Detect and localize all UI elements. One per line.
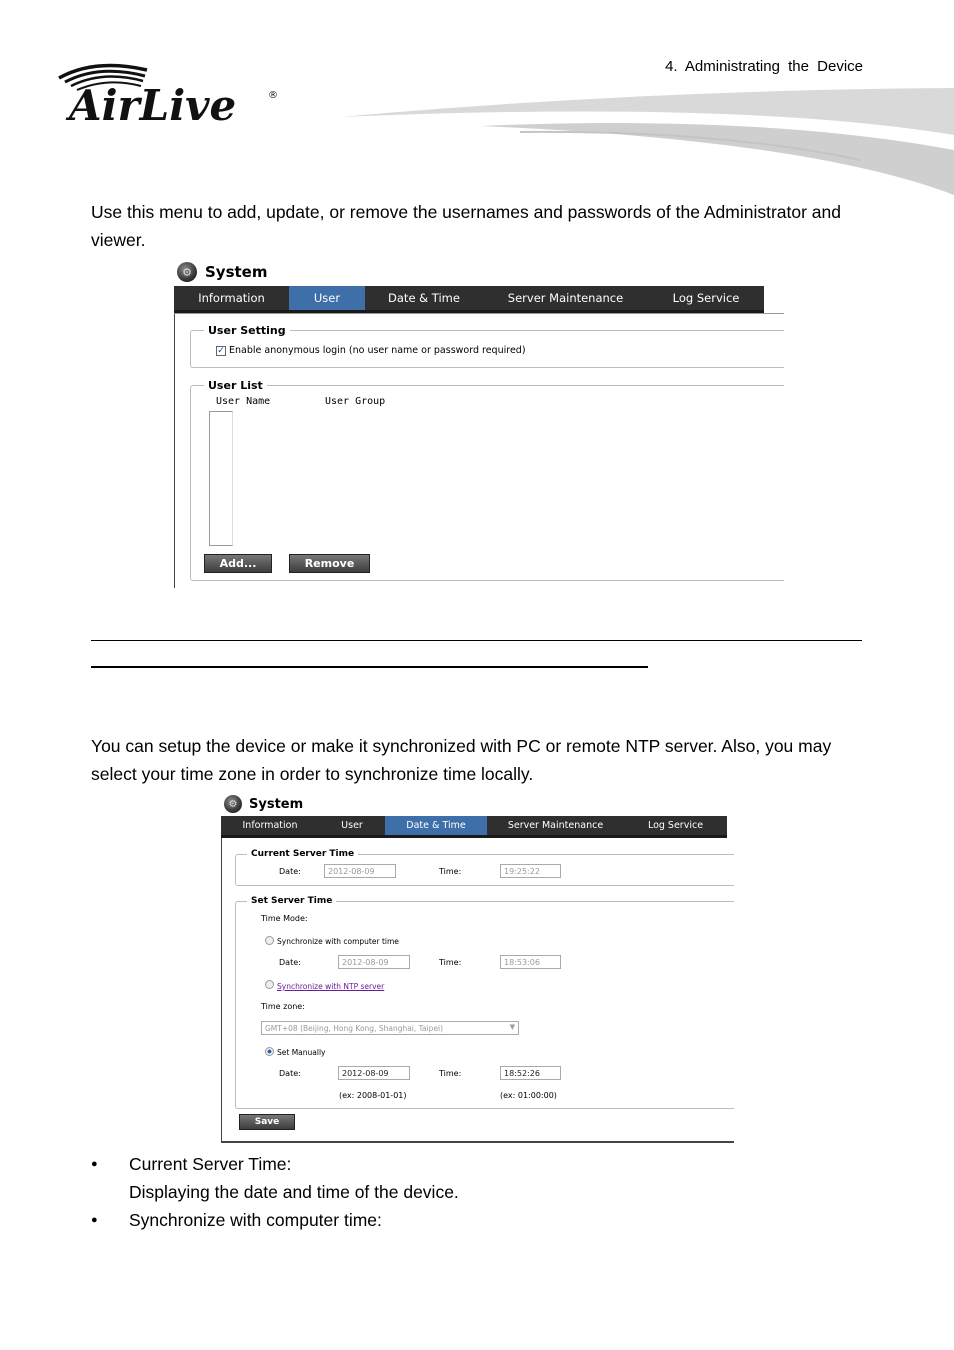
time-zone-label: Time zone: xyxy=(261,1002,305,1011)
set-manually-radio[interactable] xyxy=(265,1047,274,1056)
content-left-border xyxy=(174,313,175,588)
time-hint: (ex: 01:00:00) xyxy=(500,1091,557,1100)
field-description-list xyxy=(91,1150,459,1234)
header-swoosh-graphic xyxy=(340,80,954,200)
system-icon: ⚙ xyxy=(177,262,197,282)
save-button[interactable]: Save xyxy=(239,1114,295,1130)
tab-log-service[interactable]: Log Service xyxy=(672,291,740,305)
manual-time-field[interactable]: 18:52:26 xyxy=(500,1066,561,1080)
sync-ntp-link[interactable]: Synchronize with NTP server xyxy=(277,982,385,991)
chapter-heading: 4. Administrating the Device xyxy=(665,58,863,75)
tab-log-service[interactable]: Log Service xyxy=(647,820,704,831)
system-title-2 xyxy=(224,795,303,813)
system-title xyxy=(177,262,267,282)
pc-time-label: Time: xyxy=(439,958,462,967)
chevron-down-icon: ▼ xyxy=(509,1023,515,1031)
bullet-title: Current Server Time: xyxy=(129,1154,292,1174)
time-zone-value: GMT+08 (Beijing, Hong Kong, Shanghai, Taipei) xyxy=(265,1023,444,1033)
user-list-box[interactable] xyxy=(209,411,233,546)
manual-date-label: Date: xyxy=(279,1069,301,1078)
sync-computer-label: Synchronize with computer time xyxy=(277,937,399,946)
time-mode-label: Time Mode: xyxy=(261,914,308,923)
time-zone-select[interactable] xyxy=(261,1021,519,1035)
pc-date-label: Date: xyxy=(279,958,301,967)
tab-server-maintenance[interactable]: Server Maintenance xyxy=(507,820,604,831)
manual-date-field[interactable]: 2012-08-09 xyxy=(338,1066,410,1080)
tab-date-time[interactable]: Date & Time xyxy=(388,291,460,305)
bullet-icon: ● xyxy=(91,1214,98,1226)
bullet-description: Displaying the date and time of the device. xyxy=(129,1182,459,1202)
system-icon-2: ⚙ xyxy=(224,795,242,813)
tab-information[interactable]: Information xyxy=(242,820,298,831)
current-time-legend: Current Server Time xyxy=(247,849,358,859)
tab-server-maintenance[interactable]: Server Maintenance xyxy=(507,291,624,305)
section-rule-2 xyxy=(91,666,648,668)
tab-user[interactable]: User xyxy=(341,820,363,831)
pc-date-field[interactable]: 2012-08-09 xyxy=(338,955,410,969)
bullet-icon: ● xyxy=(91,1158,98,1170)
content-top-border xyxy=(174,313,784,314)
content-bottom-border-2 xyxy=(221,1141,734,1143)
anonymous-login-label: Enable anonymous login (no user name or password required) xyxy=(229,345,526,356)
col-user-group: User Group xyxy=(325,396,386,407)
bullet-title: Synchronize with computer time: xyxy=(129,1210,382,1230)
content-left-border-2 xyxy=(221,838,222,1143)
sync-computer-radio[interactable] xyxy=(265,936,274,945)
current-date-label: Date: xyxy=(279,867,301,876)
set-manually-label: Set Manually xyxy=(277,1048,326,1057)
tab-bar-2 xyxy=(221,816,727,838)
svg-text:®: ® xyxy=(268,90,278,101)
user-list-legend: User List xyxy=(204,379,267,392)
current-time-label: Time: xyxy=(439,867,462,876)
current-date-field: 2012-08-09 xyxy=(324,864,396,878)
date-intro-paragraph: You can setup the device or make it synchronized with PC or remote NTP server. Also, you may select your time zone in order to synchronize time locally. xyxy=(91,736,832,784)
list-item xyxy=(91,1206,459,1234)
anonymous-login-checkbox[interactable]: ✓ xyxy=(217,346,225,356)
user-list-fieldset xyxy=(190,385,784,581)
remove-button[interactable]: Remove xyxy=(289,554,370,573)
svg-text:AirLive: AirLive xyxy=(69,81,237,126)
section-rule-1 xyxy=(91,640,862,641)
list-item xyxy=(91,1150,459,1206)
airlive-logo xyxy=(55,58,285,126)
manual-time-label: Time: xyxy=(439,1069,462,1078)
current-time-field: 19:25:22 xyxy=(500,864,561,878)
tab-user[interactable]: User xyxy=(289,286,365,310)
tab-bar xyxy=(174,286,764,313)
system-title-text-2: System xyxy=(249,796,304,812)
tab-information[interactable]: Information xyxy=(198,291,265,305)
user-settings-screenshot xyxy=(174,260,784,588)
set-time-legend: Set Server Time xyxy=(247,896,336,906)
system-title-text: System xyxy=(205,263,268,281)
date-time-screenshot xyxy=(221,793,734,1143)
set-time-fieldset xyxy=(235,901,734,1109)
date-hint: (ex: 2008-01-01) xyxy=(339,1091,407,1100)
user-intro-paragraph: Use this menu to add, update, or remove the usernames and passwords of the Administrator and viewer. xyxy=(91,202,841,250)
user-setting-legend: User Setting xyxy=(204,324,290,337)
add-button[interactable]: Add... xyxy=(204,554,272,573)
col-user-name: User Name xyxy=(216,396,271,407)
sync-ntp-radio[interactable] xyxy=(265,980,274,989)
tab-date-time[interactable]: Date & Time xyxy=(385,816,487,835)
pc-time-field[interactable]: 18:53:06 xyxy=(500,955,561,969)
